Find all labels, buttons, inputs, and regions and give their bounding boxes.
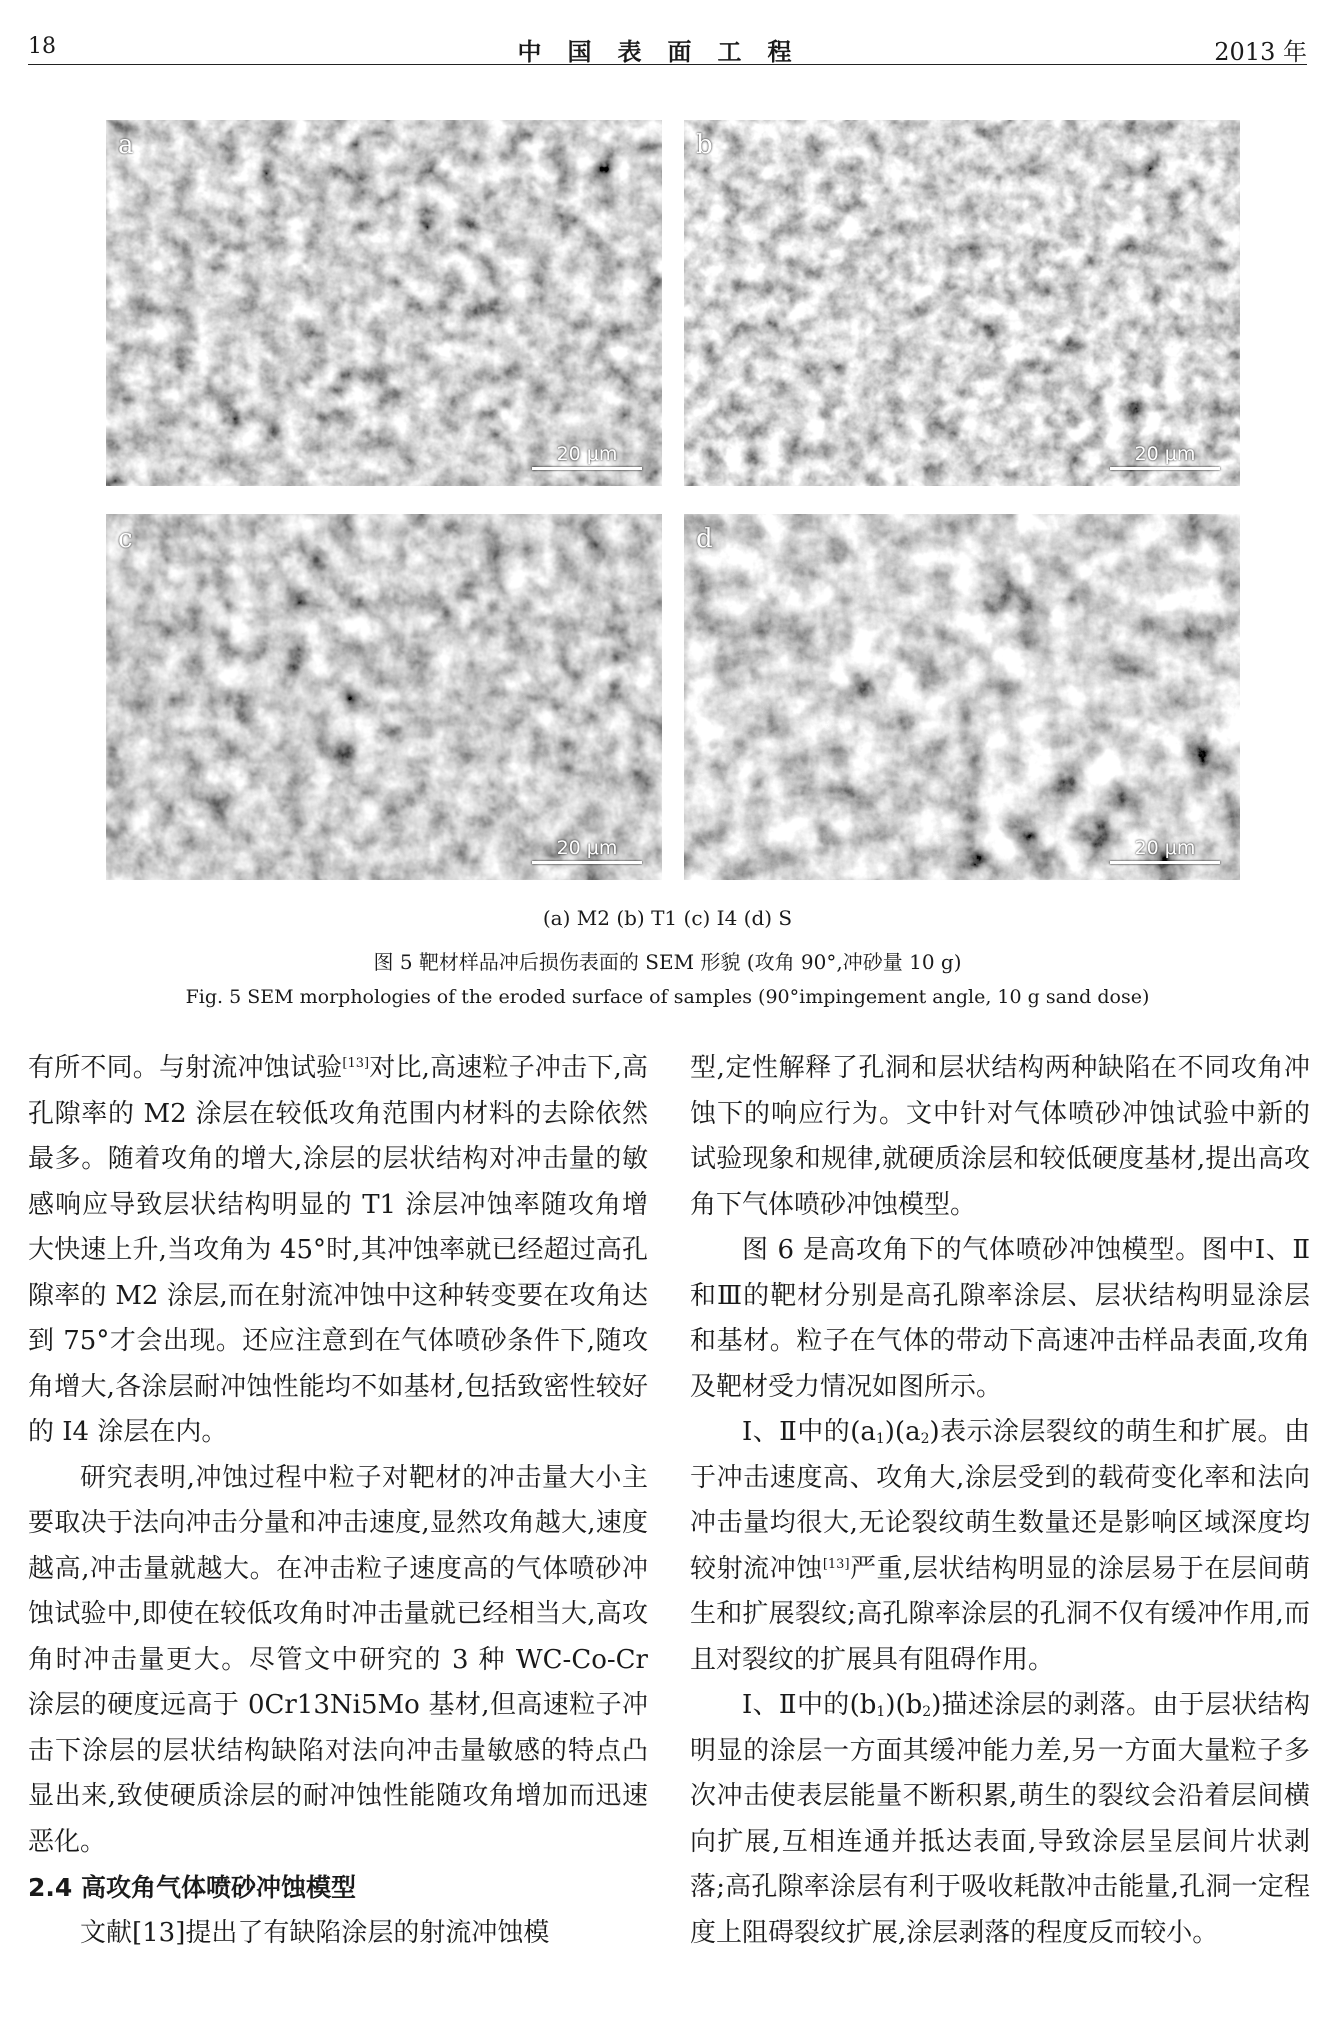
sem-image-c bbox=[106, 514, 662, 880]
paragraph: 研究表明,冲蚀过程中粒子对靶材的冲击量大小主要取决于法向冲击分量和冲击速度,显然攻角越大,速度越高,冲击量就越大。在冲击粒子速度高的气体喷砂冲蚀试验中,即使在较低攻角时冲击量就已经相当大,高攻角时冲击量更大。尽管文中研究的 3 种 WC-Co-Cr 涂层的硬度远高于 0Cr13Ni5Mo 基材,但高速粒子冲击下涂层的层状结构缺陷对法向冲击量敏感的特点凸显出来,致使硬质涂层的耐冲蚀性能随攻角增加而迅速恶化。 bbox=[28, 1462, 648, 1857]
figure-5 bbox=[106, 120, 1240, 888]
subscript: 1 bbox=[875, 1431, 885, 1447]
scale-text: 20 μm bbox=[556, 443, 618, 465]
panel-label: b bbox=[696, 130, 713, 160]
paragraph: 文献[13]提出了有缺陷涂层的射流冲蚀模 bbox=[80, 1917, 550, 1948]
scale-bar bbox=[532, 837, 642, 864]
scale-line bbox=[1110, 861, 1220, 864]
paragraph bbox=[28, 1046, 648, 1456]
scale-text: 20 μm bbox=[1134, 837, 1196, 859]
subscript: 1 bbox=[876, 1704, 886, 1720]
paragraph bbox=[690, 1410, 1310, 1683]
figure-caption-cn: 图 5 靶材样品冲后损伤表面的 SEM 形貌 (攻角 90°,冲砂量 10 g) bbox=[373, 950, 962, 974]
sem-image-a bbox=[106, 120, 662, 486]
panel-label: d bbox=[696, 524, 713, 554]
paragraph: 图 6 是高攻角下的气体喷砂冲蚀模型。图中Ⅰ、Ⅱ和Ⅲ的靶材分别是高孔隙率涂层、层状结构明显涂层和基材。粒子在气体的带动下高速冲击样品表面,攻角及靶材受力情况如图所示。 bbox=[690, 1235, 1310, 1402]
text-span: )表示涂层裂纹的萌生和扩展。由于冲击速度高、攻角大,涂层受到的载荷变化率和法向冲击量均很大,无论裂纹萌生数量还是影响区域深度均较射流冲蚀 bbox=[690, 1417, 1310, 1584]
text-span: Ⅰ、Ⅱ中的(b bbox=[742, 1690, 877, 1720]
text-span: )(a bbox=[884, 1417, 921, 1447]
reference-mark: [13] bbox=[822, 1556, 850, 1572]
section-heading: 2.4 高攻角气体喷砂冲蚀模型 bbox=[28, 1873, 356, 1902]
subscript: 2 bbox=[920, 1431, 930, 1447]
text-span: 对比,高速粒子冲击下,高孔隙率的 M2 涂层在较低攻角范围内材料的去除依然最多。随着攻角的增大,涂层的层状结构对冲击量的敏感响应导致层状结构明显的 T1 涂层冲蚀率随攻角增大快速上升,当攻角为 45°时,其冲蚀率就已经超过高孔隙率的 M2 涂层,而在射流冲蚀中这种转变要在攻角达到 75°才会出现。还应注意到在气体喷砂条件下,随攻角增大,各涂层耐冲蚀性能均不如基材,包括致密性较好的 I4 涂层在内。 bbox=[28, 1053, 648, 1447]
text-span: 严重,层状结构明显的涂层易于在层间萌生和扩展裂纹;高孔隙率涂层的孔洞不仅有缓冲作用,而且对裂纹的扩展具有阻碍作用。 bbox=[690, 1553, 1310, 1675]
scale-bar bbox=[1110, 837, 1220, 864]
paragraph: 型,定性解释了孔洞和层状结构两种缺陷在不同攻角冲蚀下的响应行为。文中针对气体喷砂冲蚀试验中新的试验现象和规律,就硬质涂层和较低硬度基材,提出高攻角下气体喷砂冲蚀模型。 bbox=[690, 1053, 1310, 1220]
reference-mark: [13] bbox=[342, 1056, 370, 1071]
scale-bar bbox=[532, 443, 642, 470]
panel-label: a bbox=[118, 130, 134, 160]
scale-line bbox=[532, 861, 642, 864]
figure-caption-en: Fig. 5 SEM morphologies of the eroded surface of samples (90°impingement angle, 10 g sand dose) bbox=[185, 986, 1150, 1008]
header-year: 2013 年 bbox=[1214, 38, 1307, 66]
right-column bbox=[690, 1046, 1310, 1956]
text-span: )(b bbox=[885, 1690, 923, 1720]
sem-image-b bbox=[684, 120, 1240, 486]
scale-text: 20 μm bbox=[556, 837, 618, 859]
text-span: Ⅰ、Ⅱ中的(a bbox=[742, 1417, 876, 1447]
sem-image-d bbox=[684, 514, 1240, 880]
text-span: 有所不同。与射流冲蚀试验 bbox=[28, 1053, 343, 1083]
running-header bbox=[28, 28, 1307, 65]
page-number: 18 bbox=[28, 34, 56, 59]
figure-subcaption: (a) M2 (b) T1 (c) I4 (d) S bbox=[542, 906, 793, 930]
text-span: )描述涂层的剥落。由于层状结构明显的涂层一方面其缓冲能力差,另一方面大量粒子多次冲击使表层能量不断积累,萌生的裂纹会沿着层间横向扩展,互相连通并抵达表面,导致涂层呈层间片状剥落;高孔隙率涂层有利于吸收耗散冲击能量,孔洞一定程度上阻碍裂纹扩展,涂层剥落的程度反而较小。 bbox=[690, 1690, 1310, 1948]
left-column bbox=[28, 1046, 648, 1956]
journal-title: 中国表面工程 bbox=[517, 37, 818, 66]
subscript: 2 bbox=[922, 1704, 932, 1720]
scale-text: 20 μm bbox=[1134, 443, 1196, 465]
scale-line bbox=[532, 467, 642, 470]
paragraph bbox=[690, 1683, 1310, 1956]
panel-label: c bbox=[118, 524, 133, 554]
scale-line bbox=[1110, 467, 1220, 470]
scale-bar bbox=[1110, 443, 1220, 470]
